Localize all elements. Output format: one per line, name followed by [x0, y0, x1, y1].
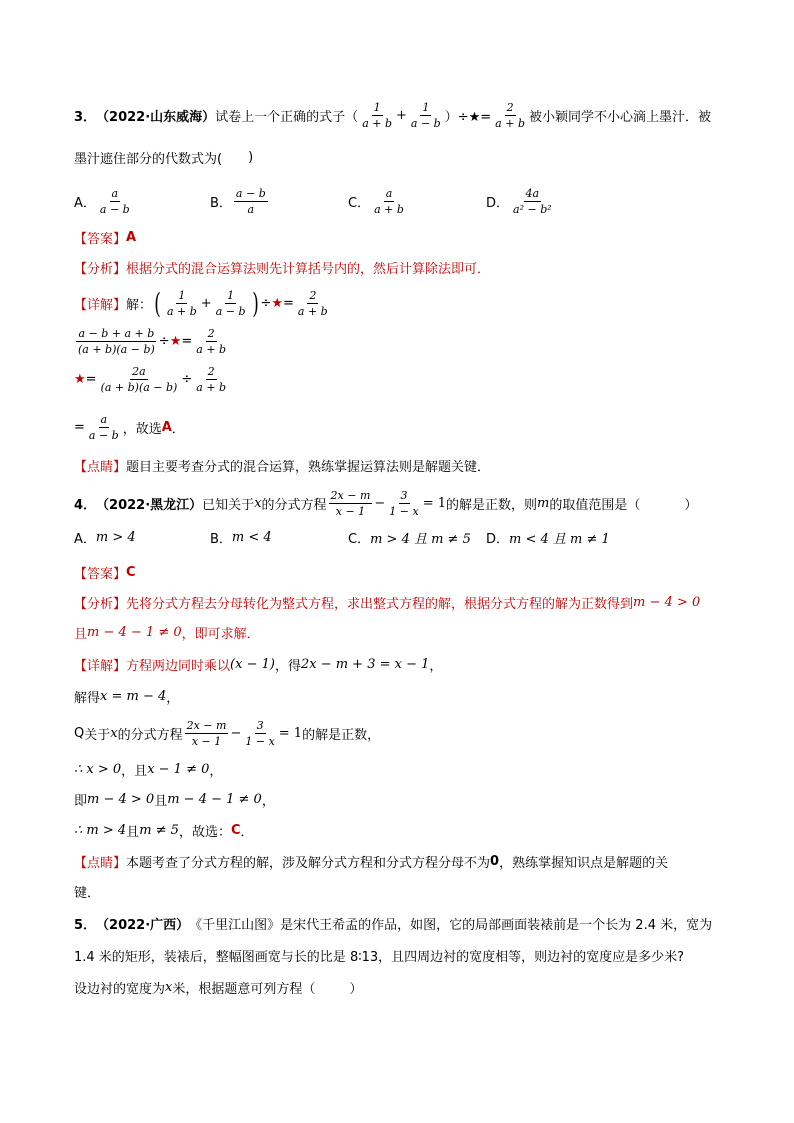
q4-number: 4．	[74, 498, 97, 513]
star-icon: ★	[271, 296, 283, 311]
q5-stem-line1: 5． （2022·广西） 《千里江山图》是宋代王希孟的作品，如图，它的局部画面装裱前是一个长为 2.4 米，宽为	[74, 914, 712, 933]
q4-detail-line2: 解得 x = m − 4 ，	[74, 689, 180, 706]
q5-stem-line3: 设边衬的宽度为 x 米，根据题意可列方程（ ）	[74, 980, 363, 997]
q4-option-a: A． m > 4	[74, 530, 136, 547]
q3-option-b: B． $\frac{a - b}{a}$	[210, 187, 266, 216]
star-icon: ★	[74, 372, 86, 387]
q3-plus: +	[396, 108, 407, 123]
q3-comment: 【点睛】 题目主要考查分式的混合运算，熟练掌握运算法则是解题关键．	[74, 460, 491, 475]
q4-detail-line4: ∴ x > 0 ，且 x − 1 ≠ 0 ，	[74, 762, 223, 779]
q3-detail-step1: 【详解】 解： ( $\frac{1}{a + b}$ + $\frac{1}{a - b}$ ) ÷ ★ = $\frac{2}{a + b}$	[74, 286, 328, 320]
q3-detail-step3: ★ = $\frac{2a}{(a + b)(a - b)}$ ÷ $\frac{2}{a + b}$	[74, 365, 227, 394]
q3-text1: 试卷上一个正确的式子（	[215, 110, 359, 125]
q4-comment-line2: 键．	[74, 886, 101, 901]
q3-detail-step2: $\frac{a - b + a + b}{(a + b)(a - b)}$ ÷ ★ = $\frac{2}{a + b}$	[78, 327, 227, 356]
q4-source: （2022·黑龙江）	[96, 498, 203, 513]
q4-detail-line5: 即 m − 4 > 0 且 m − 4 − 1 ≠ 0 ，	[74, 792, 275, 809]
q3-number: 3．	[74, 110, 97, 125]
since-symbol: Q	[74, 726, 85, 741]
q3-option-c: C． $\frac{a}{a + b}$	[348, 187, 404, 216]
q4-option-c: C． m > 4 且 m ≠ 5	[348, 532, 471, 547]
q4-answer: 【答案】 C	[74, 565, 136, 582]
q5-stem-line2: 1.4 米的矩形，装裱后，整幅图画宽与长的比是 8∶13，且四周边衬的宽度相等，则边衬的宽度应是多少米?	[74, 950, 685, 965]
star-icon: ★	[169, 334, 182, 349]
q3-text3: 被小颖同学不小心滴上墨汁．被	[528, 110, 711, 125]
q4-option-b: B． m < 4	[210, 530, 272, 547]
q3-fraction-1: $\frac{1}{a + b}$	[362, 101, 392, 130]
q4-analysis-line1: 【分析】 先将分式方程去分母转化为整式方程，求出整式方程的解，根据分式方程的解为正数得到 m − 4 > 0	[74, 595, 701, 612]
q3-fraction-3: $\frac{2}{a + b}$	[495, 101, 525, 130]
q5-number: 5．	[74, 918, 97, 933]
q4-detail-line6: ∴ m > 4 且 m ≠ 5 ，故选： C ．	[74, 823, 254, 840]
q3-fraction-2: $\frac{1}{a - b}$	[410, 101, 441, 130]
q4-analysis-line2: 且 m − 4 − 1 ≠ 0 ，即可求解．	[74, 625, 260, 642]
q3-stem-line2: 墨汁遮住部分的代数式为( )	[74, 150, 254, 167]
q4-detail-line1: 【详解】 方程两边同时乘以 (x − 1) ，得 2x − m + 3 = x − 1 ，	[74, 657, 443, 674]
q4-stem: 4． （2022·黑龙江） 已知关于 x 的分式方程 $\frac{2x - m}{x - 1}$ − $\frac{3}{1 - x}$ = 1 的解是正数，则 m 的取值范围是（ ）	[74, 489, 698, 518]
q3-answer: 【答案】 A	[74, 230, 137, 247]
q3-source: （2022·山东威海）	[96, 110, 216, 125]
q4-option-d: D． m < 4 且 m ≠ 1	[486, 532, 610, 547]
q4-detail-line3: Q 关于 x 的分式方程 $\frac{2x - m}{x - 1}$ − $\frac{3}{1 - x}$ = 1 的解是正数，	[74, 719, 381, 748]
q3-analysis: 【分析】 根据分式的混合运算法则先计算括号内的，然后计算除法即可．	[74, 262, 491, 277]
q3-text2: ）÷★=	[444, 110, 492, 125]
q5-source: （2022·广西）	[96, 918, 190, 933]
q3-option-a: A． $\frac{a}{a - b}$	[74, 187, 130, 216]
q3-detail-step4: = $\frac{a}{a - b}$ ，故选 A ．	[74, 413, 185, 442]
q3-stem-line1	[74, 100, 711, 131]
q3-option-d: D． $\frac{4a}{\text{a² − b²}}$	[486, 187, 552, 216]
q4-comment-line1: 【点睛】 本题考查了分式方程的解，涉及解分式方程和分式方程分母不为 0 ，熟练掌握知识点是解题的关	[74, 854, 669, 871]
